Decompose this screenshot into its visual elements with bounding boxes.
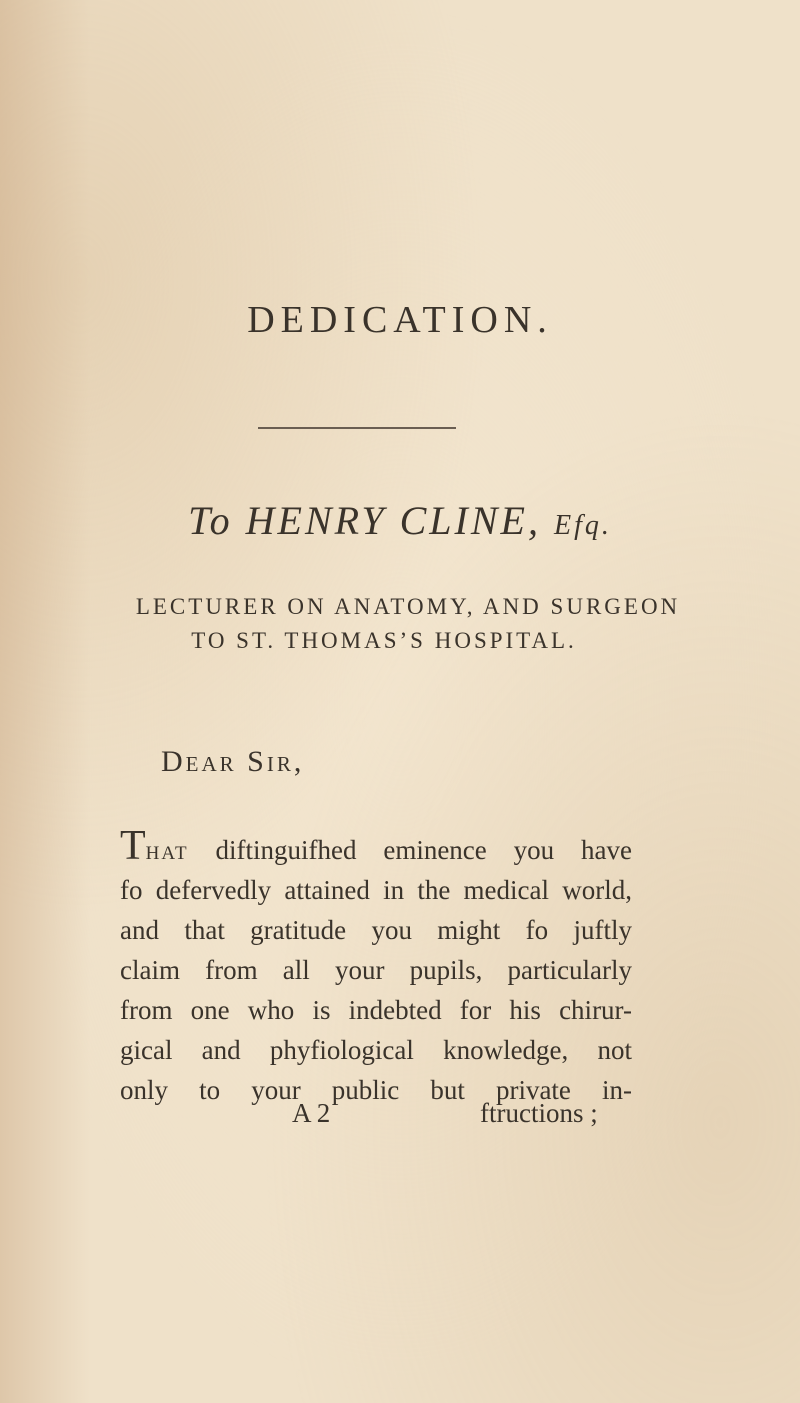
- signature-mark: A 2: [292, 1098, 331, 1128]
- body-line-5: from one who is indebted for his chirur-: [120, 995, 632, 1025]
- addressee-suffix: Efq.: [554, 510, 612, 541]
- first-word-rest: hat: [145, 835, 189, 865]
- body-line-3: and that gratitude you might fo juftly: [120, 915, 632, 945]
- dedication-body: [120, 823, 632, 1110]
- addressee-prefix: To: [188, 498, 233, 543]
- body-line-7: only to your public but private in-: [120, 1075, 632, 1105]
- dedication-heading: DEDICATION.: [247, 299, 553, 341]
- drop-cap: T: [120, 823, 146, 869]
- body-line-1: [120, 823, 632, 870]
- addressee-name: HENRY CLINE,: [245, 498, 541, 543]
- body-line-6: gical and phyfiological knowledge, not: [120, 1035, 632, 1065]
- salutation: Dear Sir,: [161, 745, 305, 778]
- addressee-title-line-2: TO ST. THOMAS’S HOSPITAL.: [191, 628, 577, 653]
- addressee-line: [0, 497, 800, 544]
- body-line-2: fo defervedly attained in the medical world,: [120, 875, 632, 905]
- addressee-title-line-1: LECTURER ON ANATOMY, AND SURGEON: [135, 594, 681, 619]
- ornamental-rule: [258, 427, 456, 429]
- body-line-1-text: diftinguifhed eminence you have: [188, 835, 632, 865]
- page-edge-stain: [0, 0, 90, 1403]
- catchword: ftructions ;: [480, 1098, 598, 1128]
- body-line-4: claim from all your pupils, particularly: [120, 955, 632, 985]
